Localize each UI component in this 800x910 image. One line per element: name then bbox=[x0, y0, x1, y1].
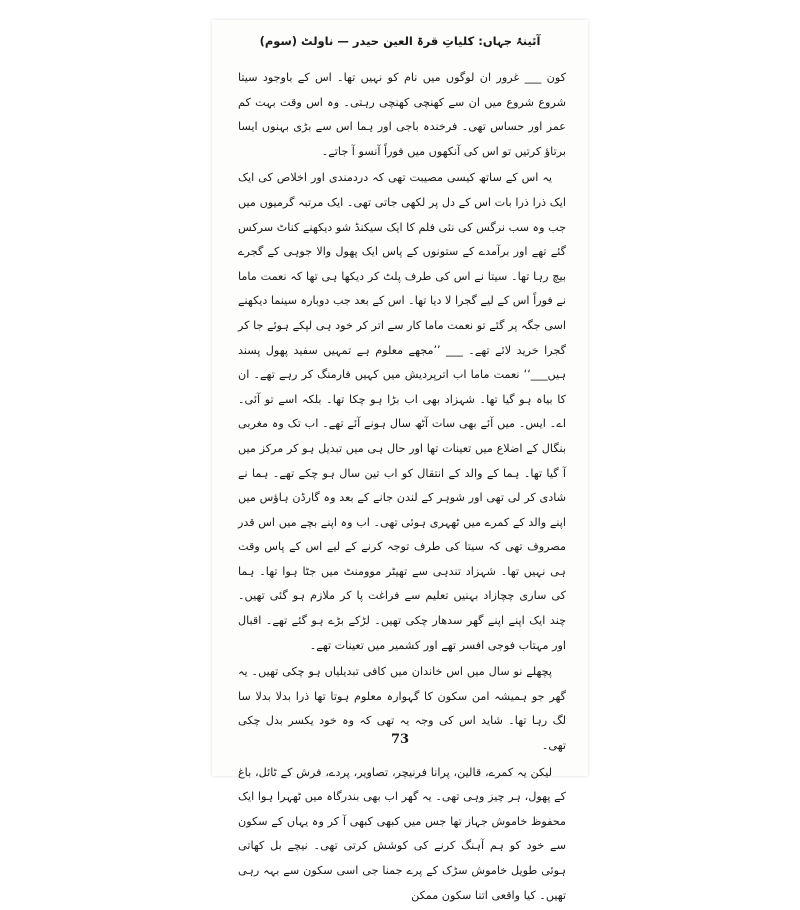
paragraph: یہ اس کے ساتھ کیسی مصیبت تھی کہ دردمندی اور اخلاص کی ایک ایک ذرا ذرا بات اس کے دل پر لکھی جاتی تھی۔ ایک مرتبہ گرمیوں میں جب وہ سب نرگس کی نئی فلم کا ایک سیکنڈ شو دیکھنے کناٹ سرکس گئے تھے اور برآمدے کے ستونوں کے پاس ایک پھول والا جوہی کے گجرے بیچ رہا تھا۔ سیتا نے اس کی طرف پلٹ کر دیکھا ہی تھا کہ نعمت ماما نے فوراً اس کے لیے گجرا لا دیا تھا۔ اس کے بعد جب دوبارہ سینما دیکھنے اسی جگہ پر گئے تو نعمت ماما کار سے اتر کر خود ہی لپکے ہوئے جا کر گجرا خرید لائے تھے۔ ___ ’’مجھے معلوم ہے تمہیں سفید پھول پسند ہیں___‘‘ نعمت ماما اب اترپردیش میں کہیں فارمنگ کر رہے تھے۔ ان کا بیاہ ہو گیا تھا۔ شہزاد بھی اب بڑا ہو چکا تھا۔ بلکہ اسے تو آئی۔ اے۔ ایس۔ میں آئے بھی سات آٹھ سال ہونے آئے تھے۔ اب تک وہ مغربی بنگال کے اضلاع میں تعینات تھا اور حال ہی میں تبدیل ہو کر مرکز میں آ گیا تھا۔ ہما کے والد کے انتقال کو اب تین سال ہو چکے تھے۔ ہما نے شادی کر لی تھی اور شوہر کے لندن جانے کے بعد وہ گارڈن ہاؤس میں اپنے والد کے کمرے میں ٹھہری ہوئی تھی۔ اب وہ اپنے بچے میں اس قدر مصروف تھی کہ سیتا کی طرف توجہ کرنے کے لیے اس کے پاس وقت ہی نہیں تھا۔ شہزاد تندہی سے تھیٹر موومنٹ میں جٹا ہوا تھا۔ ہما کی ساری چچازاد بہنیں تعلیم سے فراغت پا کر ملازم ہو گئی تھیں۔ چند ایک اپنے اپنے گھر سدھار چکی تھیں۔ لڑکے بڑے ہو گئے تھے۔ اقبال اور مہتاب فوجی افسر تھے اور کشمیر میں تعینات تھے۔ bbox=[238, 171, 566, 652]
paragraph: پچھلے نو سال میں اس خاندان میں کافی تبدیلیاں ہو چکی تھیں۔ یہ گھر جو ہمیشہ امن سکون کا گہوارہ معلوم ہوتا تھا ذرا بدلا بدلا سا لگ رہا تھا۔ شاید اس کی وجہ یہ تھی کہ وہ خود یکسر بدل چکی تھی۔ bbox=[238, 665, 566, 753]
paragraph: لیکن یہ کمرے، قالین، پرانا فرنیچر، تصاویر، پردے، فرش کے ٹائل، باغ کے پھول، ہر چیز وہی تھی۔ یہ گھر اب بھی بندرگاہ میں ٹھہرا ہوا ایک محفوظ خاموش جہاز تھا جس میں کبھی کبھی آ کر وہ یہاں کے سکون سے خود کو ہم آہنگ کرنے کی کوشش کرتی تھی۔ نیچے بل کھاتی ہوئی طویل خاموش سڑک کے پرے جمنا جی اسی سکون سے بہہ رہی تھیں۔ کیا واقعی اتنا سکون ممکن bbox=[238, 765, 566, 902]
running-header: آئینۂ جہاں: کلیاتِ قرۃ العین حیدر — ناولٹ (سوم) bbox=[259, 34, 541, 48]
body-text bbox=[238, 66, 566, 910]
page-number: 73 bbox=[390, 732, 410, 747]
paragraph: کون ___ غرور ان لوگوں میں نام کو نہیں تھا۔ اس کے باوجود سیتا شروع شروع میں ان سے کھنچی کھنچی رہتی۔ وہ اس وقت بہت کم عمر اور حساس تھی۔ فرخندہ باجی اور ہما اس سے بڑی بہنوں ایسا برتاؤ کرتیں تو اس کی آنکھوں میں فوراً آنسو آ جاتے۔ bbox=[238, 71, 566, 158]
book-page bbox=[212, 20, 588, 902]
